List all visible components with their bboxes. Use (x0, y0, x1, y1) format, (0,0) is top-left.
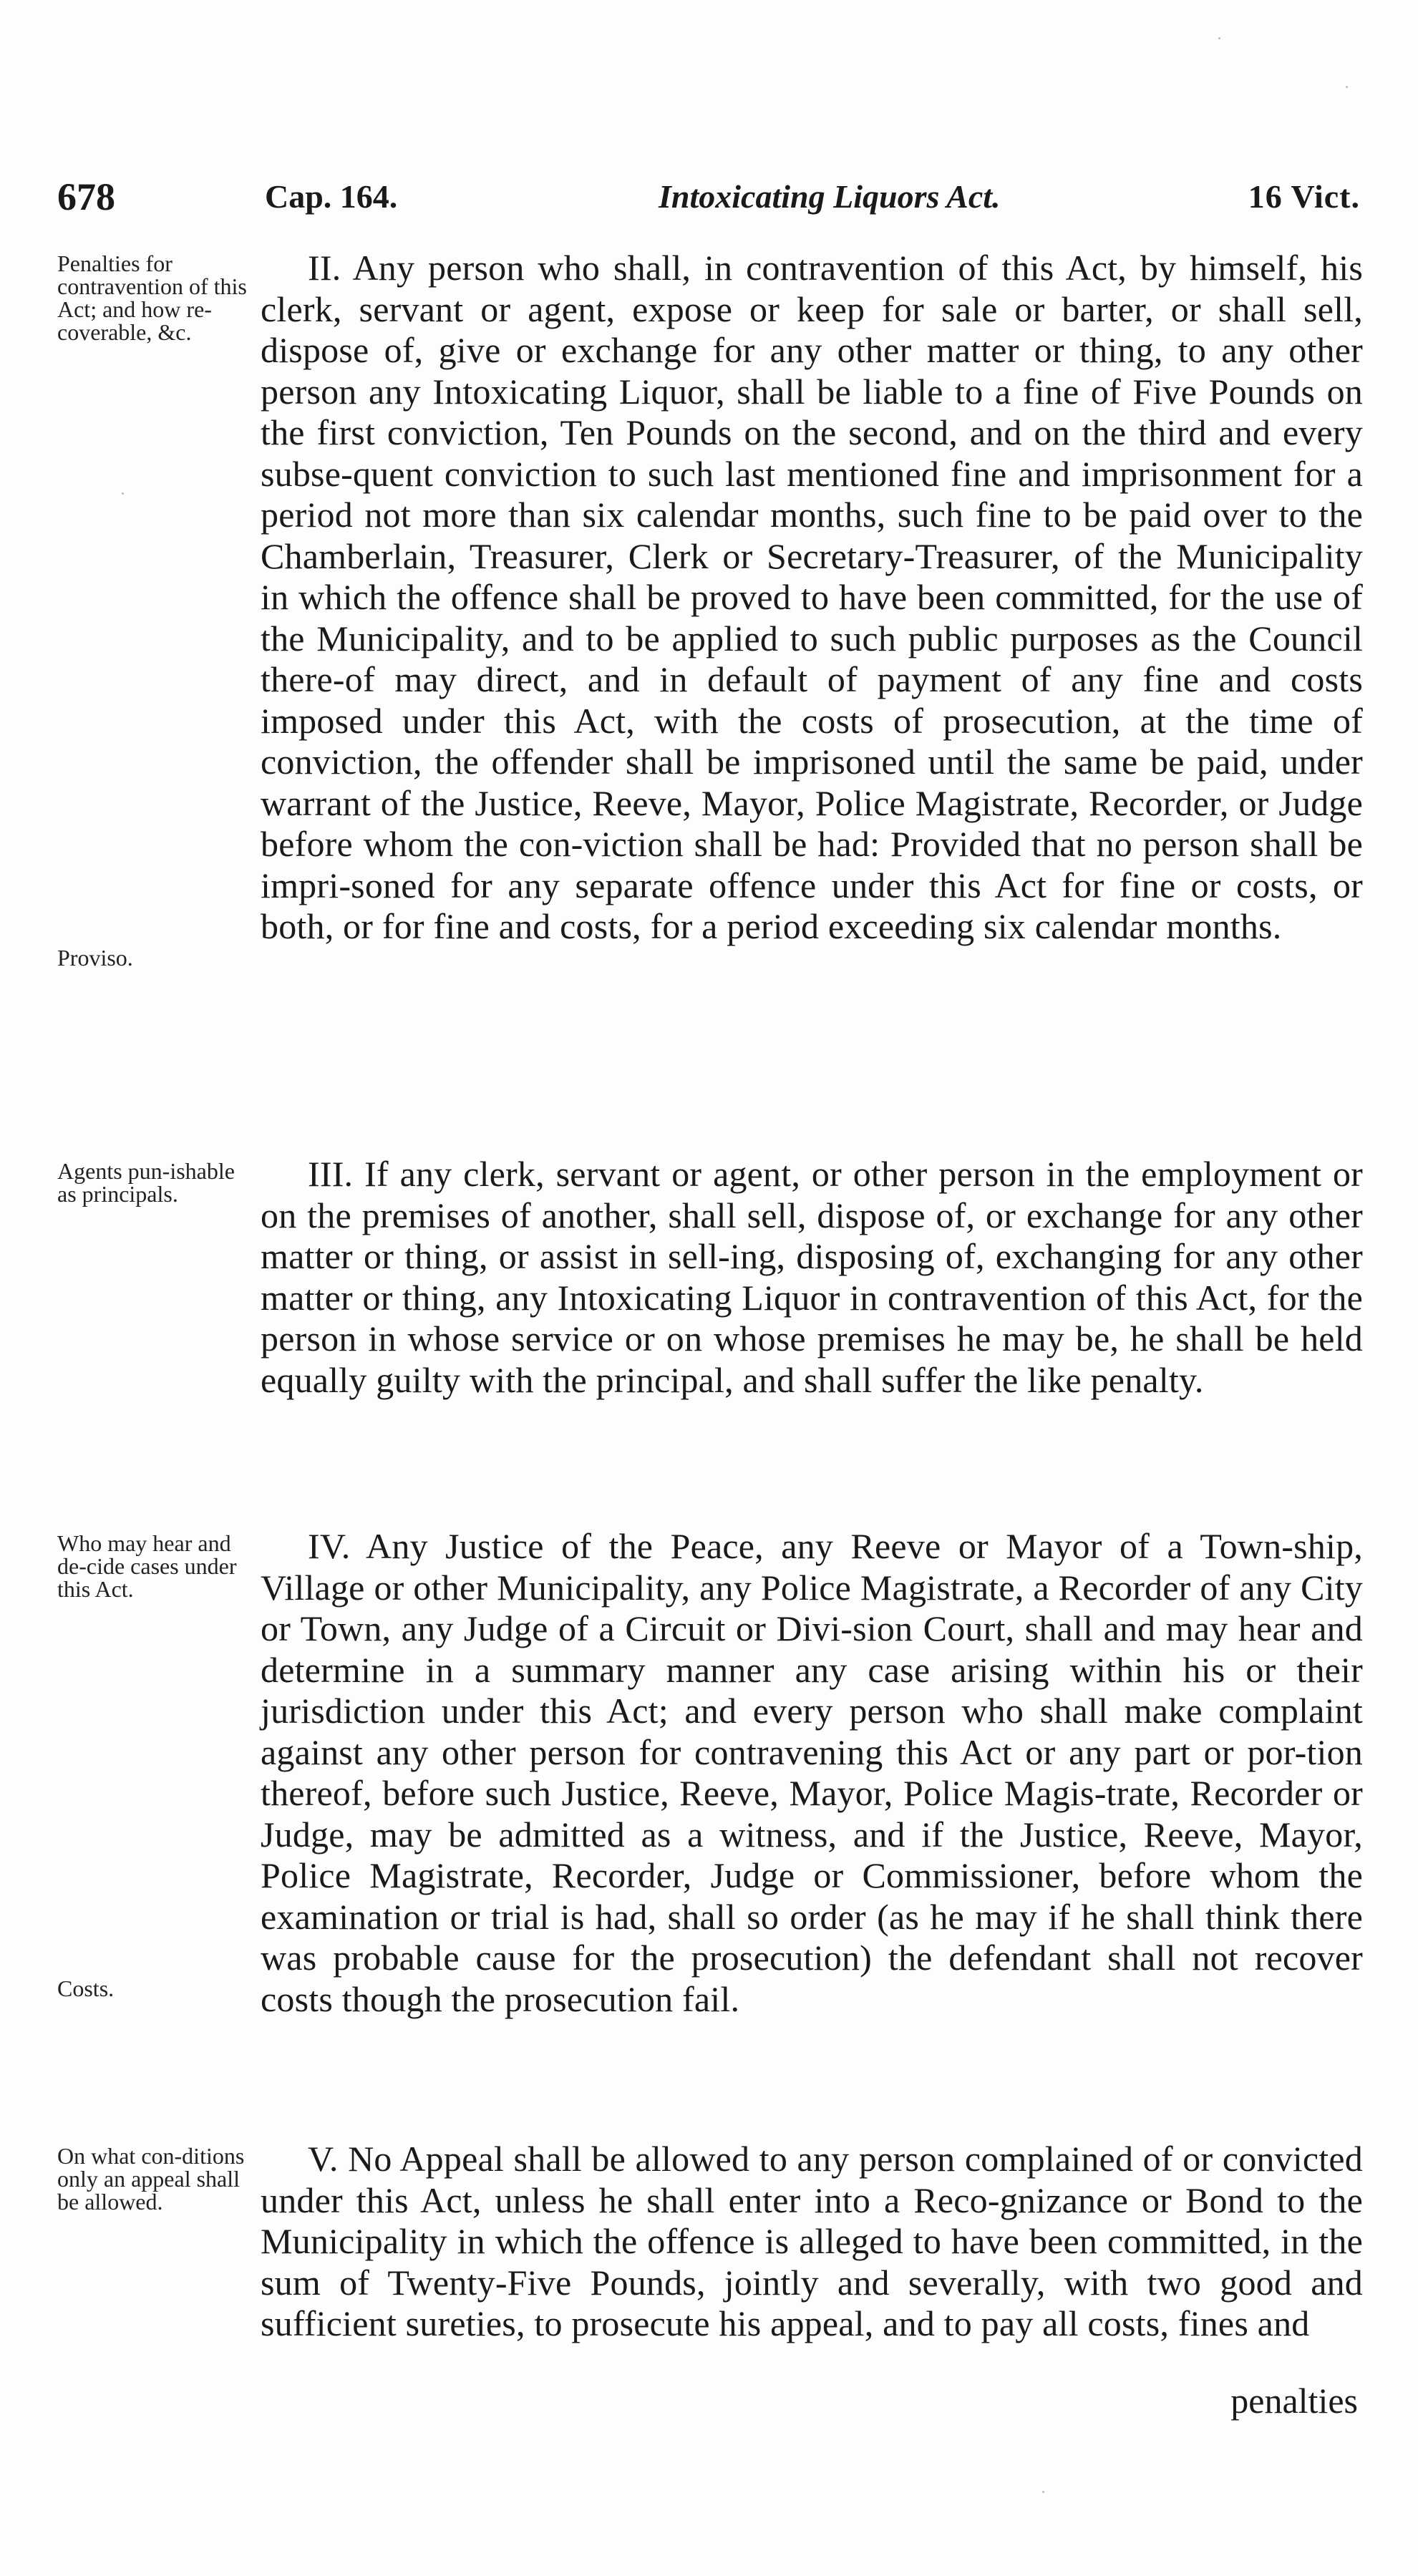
margin-note-agents: Agents pun-ishable as principals. (57, 1158, 235, 1207)
paper-speck (122, 492, 124, 495)
regnal-year: 16 Vict. (1248, 178, 1360, 215)
catchword: penalties (1230, 2381, 1358, 2421)
margin-note-costs: Costs. (57, 1975, 115, 2001)
section-4-text: IV. Any Justice of the Peace, any Reeve or Mayor of a Town-ship, Village or other Municipality, any Police Magistrate, a Recorder of any City or Town, any Judge of a Circuit or Divi-sion Court, shall and may hear and determine in a summary manner any case arising within his or their jurisdiction under this Act; and every person who shall make complaint against any other person for contravening this Act or any part or por-tion thereof, before such Justice, Reeve, Mayor, Police Magis-trate, Recorder or Judge, may be admitted as a witness, and if the Justice, Reeve, Mayor, Police Magistrate, Recorder, Judge or Commissioner, before whom the examination or trial is had, shall so order (as he may if he shall think there was probable cause for the prosecution) the defendant shall not recover costs though the prosecution fail. (261, 1526, 1363, 2019)
page-number: 678 (57, 175, 115, 218)
margin-note-who-may-hear: Who may hear and de-cide cases under this Act. (57, 1530, 237, 1602)
chapter-label: Cap. 164. (265, 178, 398, 215)
paper-speck (1042, 2491, 1044, 2493)
section-3-text: III. If any clerk, servant or agent, or other person in the employment or on the premises of another, shall sell, dispose of, or exchange for any other matter or thing, or assist in sell-ing, disposing of, exchanging for any other matter or thing, any Intoxicating Liquor in contravention of this Act, for the person in whose service or on whose premises he may be, he shall be held equally guilty with the principal, and shall suffer the like penalty. (261, 1154, 1363, 1400)
paper-speck (1218, 37, 1220, 39)
running-header (57, 172, 1360, 222)
act-title: Intoxicating Liquors Act. (659, 178, 1001, 215)
section-2-text: II. Any person who shall, in contravention of this Act, by himself, his clerk, servant or agent, expose or keep for sale or barter, or shall sell, dispose of, give or exchange for any other matter or thing, to any other person any Intoxicating Liquor, shall be liable to a fine of Five Pounds on the first conviction, Ten Pounds on the second, and on the third and every subse-quent conviction to such last mentioned fine and imprisonment for a period not more than six calendar months, such fine to be paid over to the Chamberlain, Treasurer, Clerk or Secretary-Treasurer, of the Municipality in which the offence shall be proved to have been committed, for the use of the Municipality, and to be applied to such public purposes as the Council there-of may direct, and in default of payment of any fine and costs imposed under this Act, with the costs of prosecution, at the time of conviction, the offender shall be imprisoned until the same be paid, under warrant of the Justice, Reeve, Mayor, Police Magistrate, Recorder, or Judge before whom the con-viction shall be had: Provided that no person shall be impri-soned for any separate offence under this Act for fine or costs, or both, or for fine and costs, for a period exceeding six calendar months. (261, 248, 1363, 946)
margin-note-penalties: Penalties for contravention of this Act; and how re-coverable, &c. (57, 251, 247, 345)
section-5-text: V. No Appeal shall be allowed to any person complained of or convicted under this Act, unless he shall enter into a Reco-gnizance or Bond to the Municipality in which the offence is alleged to have been committed, in the sum of Twenty-Five Pounds, jointly and severally, with two good and sufficient sureties, to prosecute his appeal, and to pay all costs, fines and (261, 2139, 1363, 2343)
paper-speck (1346, 86, 1348, 88)
margin-note-proviso: Proviso. (57, 945, 133, 971)
margin-note-appeal: On what con-ditions only an appeal shall be allowed. (57, 2143, 245, 2215)
